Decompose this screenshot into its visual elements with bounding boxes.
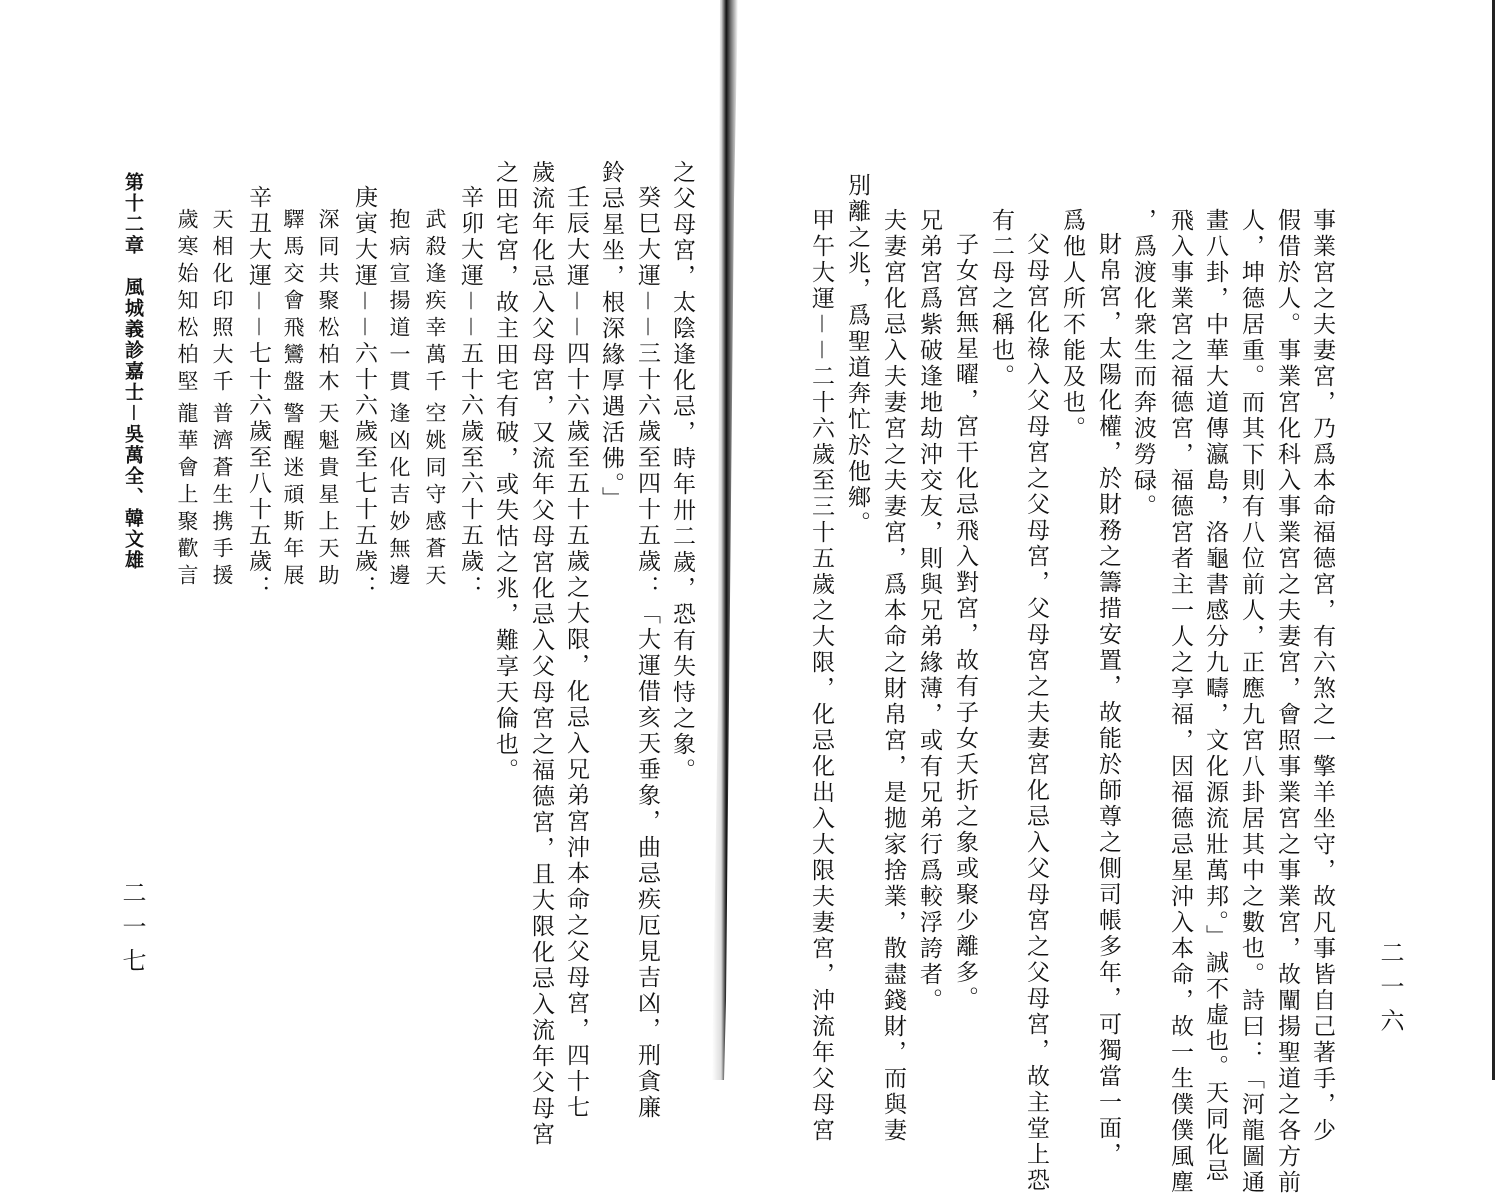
right-line-10: 有二母之稱也。	[988, 208, 1014, 390]
left-line-5: 歲流年化忌入父母宮，又流年父母宮化忌入父母宮之福德宮，且大限化忌入流年父母宮	[528, 160, 554, 1148]
left-line-7: 辛卯大運－－五十六歲至六十五歲：	[457, 185, 483, 601]
right-line-4: 畫八卦，中華大道傳瀛島，洛龜書感分九疇，文化源流壯萬邦。」誠不虛也。天同化忌	[1202, 208, 1228, 1185]
poem-line: 普濟蒼生携手援	[210, 402, 234, 591]
left-line-1: 之父母宮，太陰逢化忌，時年卅二歲，恐有失恃之象。	[669, 160, 695, 784]
right-line-3: 人，坤德居重。而其下則有八位前人，正應九宮八卦居其中之數也。詩曰：「河龍圖通	[1238, 208, 1264, 1196]
right-line-9: 父母宮化祿入父母宮之父母宮，父母宮之夫妻宮化忌入父母宮之父母宮，故主堂上恐	[1023, 232, 1049, 1194]
poem-line: 武殺逢疾幸萬千	[423, 208, 447, 397]
poem-line: 抱病宣揚道一貫	[387, 208, 411, 397]
right-line-14: 別離之兆，爲聖道奔忙於他鄉。	[844, 173, 870, 537]
left-line-2: 癸巳大運－－三十六歲至四十五歲：「大運借亥天垂象，曲忌疾厄見吉凶，刑貪廉	[634, 185, 660, 1121]
poem-line: 深同共聚松柏木	[316, 208, 340, 397]
right-line-13: 夫妻宮化忌入夫妻宮之夫妻宮，爲本命之財帛宮，是拋家捨業，散盡錢財，而與妻	[880, 208, 906, 1144]
right-line-1: 事業宮之夫妻宮，乃爲本命福德宮，有六煞之一擎羊坐守，故凡事皆自己著手，少	[1309, 208, 1335, 1144]
right-line-8: 爲他人所不能及也。	[1059, 208, 1085, 442]
poem-line: 驛馬交會飛鸞盤	[281, 208, 305, 397]
book-gutter	[690, 0, 760, 1080]
left-line-6: 之田宅宮，故主田宅有破，或失怙之兆，難享天倫也。	[492, 160, 518, 784]
page-edge-shadow	[1492, 0, 1495, 1080]
left-page-number: 二一七	[118, 880, 146, 982]
left-line-4: 壬辰大運－－四十六歲至五十五歲之大限，化忌入兄弟宮沖本命之父母宮，四十七	[563, 185, 589, 1121]
poem-line: 空姚同守感蒼天	[423, 402, 447, 591]
poem-line: 天魁貴星上天助	[316, 402, 340, 591]
poem-line: 天相化印照大千	[210, 208, 234, 397]
right-line-6: ，爲渡化衆生而奔波勞碌。	[1130, 208, 1156, 520]
poem-line: 逢凶化吉妙無邊	[387, 402, 411, 591]
left-line-3: 鈴忌星坐，根深緣厚遇活佛。」	[598, 160, 624, 513]
running-header: 第十二章 風城義診嘉士－吳萬全、韓文雄	[122, 172, 144, 572]
poem-line: 警醒迷頑斯年展	[281, 402, 305, 591]
right-line-5: 飛入事業宮之福德宮，福德宮者主一人之享福，因福德忌星沖入本命，故一生僕僕風塵	[1167, 208, 1193, 1196]
right-line-11: 子女宮無星曜，宮干化忌飛入對宮，故有子女夭折之象或聚少離多。	[952, 232, 978, 1012]
poem-line: 龍華會上聚歡言	[175, 402, 199, 591]
left-line-xinchou: 辛丑大運－－七十六歲至八十五歲：	[245, 185, 271, 601]
right-line-15: 甲午大運－－二十六歲至三十五歲之大限，化忌化出入大限夫妻宮，沖流年父母宮	[808, 208, 834, 1144]
right-page-number: 二一六	[1376, 940, 1404, 1042]
left-line-gengyin: 庚寅大運－－六十六歲至七十五歲：	[351, 185, 377, 601]
poem-line: 歲寒始知松柏堅	[175, 208, 199, 397]
right-line-12: 兄弟宮爲紫破逢地劫沖交友，則與兄弟緣薄，或有兄弟行爲較浮誇者。	[916, 208, 942, 1014]
right-line-2: 假借於人。事業宮化科入事業宮之夫妻宮，會照事業宮之事業宮，故闡揚聖道之各方前	[1274, 208, 1300, 1196]
right-line-7: 財帛宮，太陽化權，於財務之籌措安置，故能於師尊之側司帳多年，可獨當一面，	[1095, 232, 1121, 1168]
